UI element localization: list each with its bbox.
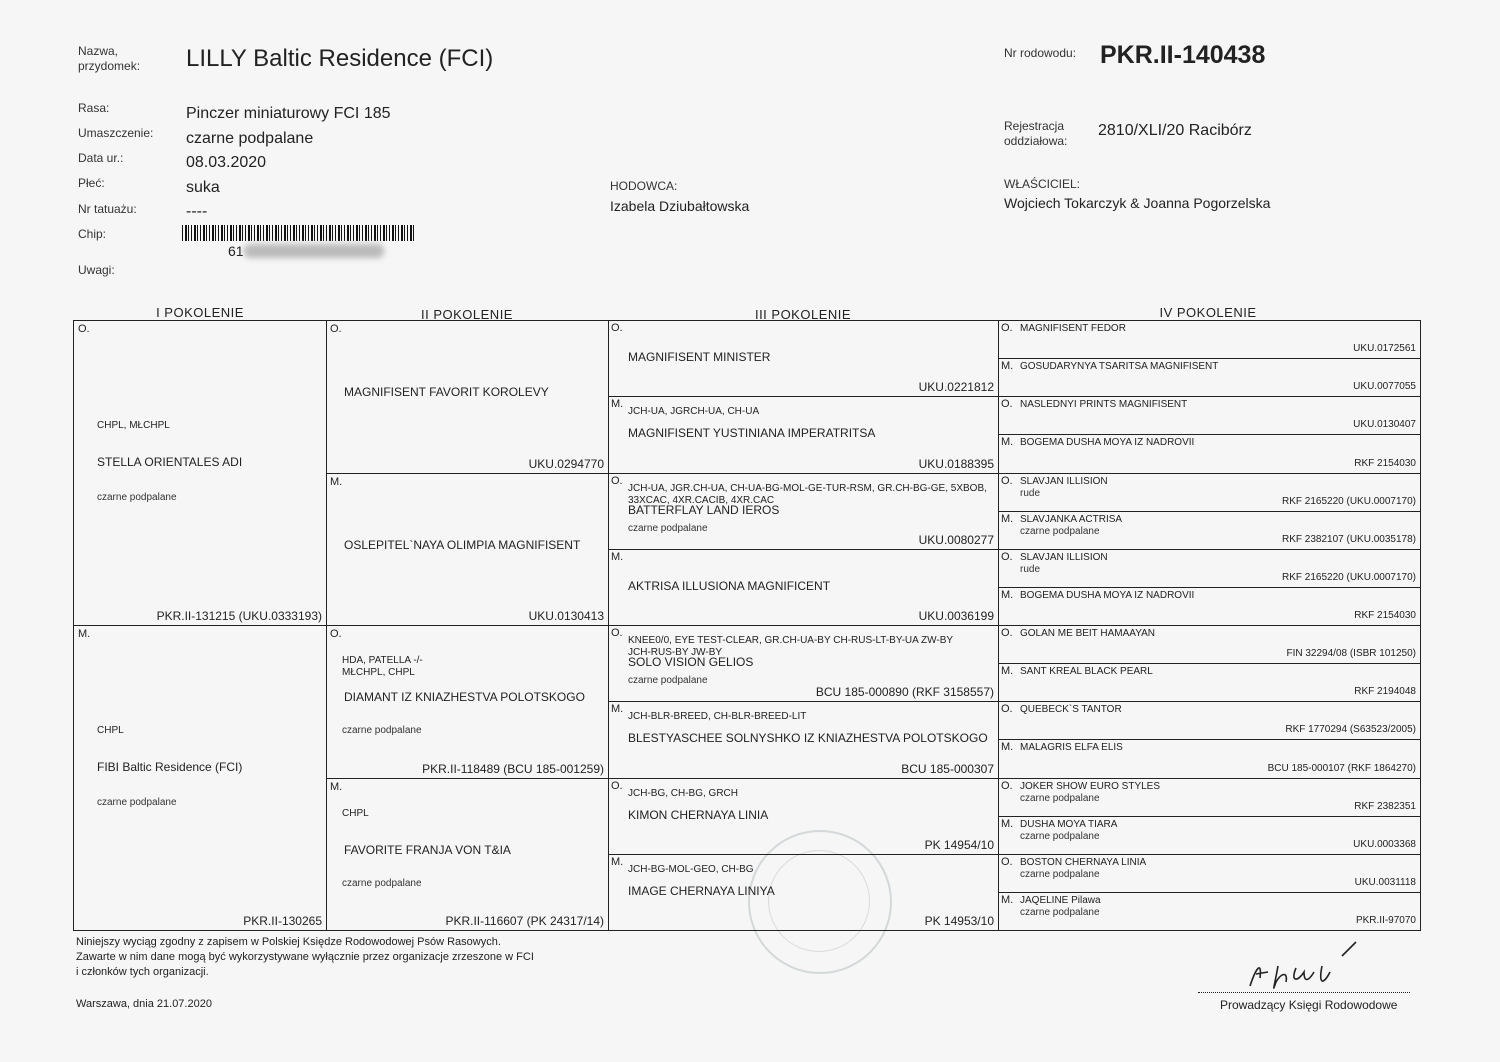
cell-titles: HDA, PATELLA -/- MŁCHPL, CHPL <box>342 655 423 678</box>
cell-reg: UKU.0031118 <box>1354 876 1416 888</box>
cell-name: JAQELINE Pilawa <box>1020 894 1101 906</box>
cell-reg: PKR.II-116607 (PK 24317/14) <box>445 914 604 928</box>
cell-titles: CHPL <box>342 807 369 819</box>
cell-tag: O. <box>1001 550 1013 563</box>
cell-tag: M. <box>611 550 624 563</box>
cell-color: czarne podpalane <box>1020 792 1100 804</box>
tatuaz-value: ---- <box>186 203 208 220</box>
cell-name: STELLA ORIENTALES ADI <box>97 455 243 469</box>
plec-value: suka <box>186 179 220 196</box>
cell-reg: UKU.0080277 <box>918 532 994 547</box>
cell-tag: O. <box>611 627 623 639</box>
cell-color: rude <box>1020 487 1041 499</box>
cell-tag: M. <box>1001 436 1014 449</box>
cell-name: IMAGE CHERNAYA LINIYA <box>628 883 775 898</box>
cell-name: BATTERFLAY LAND IEROS <box>628 502 780 517</box>
data-label: Data ur.: <box>78 151 124 165</box>
cell-tag: M. <box>78 628 91 640</box>
chip-label: Chip: <box>78 227 107 241</box>
cell-color: czarne podpalane <box>97 492 177 503</box>
plec-label: Płeć: <box>78 176 105 190</box>
cell-tag: O. <box>1001 855 1013 868</box>
cell-name: SLAVJAN ILLISION <box>1020 551 1108 563</box>
cell-tag: O. <box>611 474 623 487</box>
cell-titles: JCH-BLR-BREED, CH-BLR-BREED-LIT <box>628 711 807 723</box>
dog-name: LILLY Baltic Residence (FCI) <box>186 45 494 72</box>
cell-titles: JCH-UA, JGR.CH-UA, CH-UA-BG-MOL-GE-TUR-RSM, GR.CH-BG-GE, 5XBOB, 33XCAC, 4XR.CACIB, 4XR.CAC <box>628 482 987 506</box>
wlasciciel-value: Wojciech Tokarczyk & Joanna Pogorzelska <box>1004 195 1271 211</box>
cell-name: BLESTYASCHEE SOLNYSHKO IZ KNIAZHESTVA POLOTSKOGO <box>628 731 988 746</box>
signature-mark <box>1238 938 1368 998</box>
cell-tag: O. <box>330 628 342 640</box>
cell-reg: RKF 1770294 (S63523/2005) <box>1285 724 1416 736</box>
cell-color: rude <box>1020 563 1041 575</box>
cell-tag: M. <box>1001 360 1014 373</box>
cell-name: SANT KREAL BLACK PEARL <box>1020 666 1153 678</box>
footer-note <box>76 935 534 980</box>
cell-name: SLAVJAN ILLISION <box>1020 475 1108 487</box>
cell-name: MAGNIFISENT FEDOR <box>1020 323 1126 334</box>
cell-tag: M. <box>330 475 343 488</box>
cell-tag: O. <box>1001 322 1013 334</box>
cell-tag: O. <box>1001 398 1013 411</box>
cell-color: czarne podpalane <box>342 725 422 736</box>
signature-line <box>1198 992 1410 993</box>
cell-reg: UKU.0077055 <box>1353 381 1416 393</box>
gen-header-1: I POKOLENIE <box>156 305 244 320</box>
cell-name: MALAGRIS ELFA ELIS <box>1020 742 1123 754</box>
wlasciciel-label: WŁAŚCICIEL: <box>1004 177 1081 191</box>
cell-tag: M. <box>611 855 624 868</box>
cell-titles: CHPL <box>97 725 124 736</box>
cell-name: SLAVJANKA ACTRISA <box>1020 513 1123 525</box>
cell-reg: BCU 185-000107 (RKF 1864270) <box>1267 762 1416 774</box>
cell-name: BOSTON CHERNAYA LINIA <box>1020 856 1147 868</box>
cell-reg: FIN 32294/08 (ISBR 101250) <box>1286 648 1416 660</box>
rejestracja-value: 2810/XLI/20 Racibórz <box>1098 122 1252 139</box>
gen-header-2: II POKOLENIE <box>421 307 513 322</box>
cell-name: OSLEPITEL`NAYA OLIMPIA MAGNIFISENT <box>344 537 581 552</box>
cell-titles: KNEE0/0, EYE TEST-CLEAR, GR.CH-UA-BY CH-RUS-LT-BY-UA ZW-BY JCH-RUS-BY JW-BY <box>628 635 954 658</box>
cell-name: MAGNIFISENT YUSTINIANA IMPERATRITSA <box>628 426 876 441</box>
cell-reg: RKF 2382107 (UKU.0035178) <box>1282 533 1416 545</box>
cell-name: GOLAN ME BEIT HAMAAYAN <box>1020 628 1156 639</box>
cell-tag: M. <box>611 703 624 716</box>
cell-reg: RKF 2165220 (UKU.0007170) <box>1282 495 1416 507</box>
cell-titles: JCH-BG-MOL-GEO, CH-BG <box>628 863 754 875</box>
cell-name: AKTRISA ILLUSIONA MAGNIFICENT <box>628 578 831 593</box>
gen-header-4: IV POKOLENIE <box>1159 305 1257 320</box>
cell-titles: CHPL, MŁCHPL <box>97 420 170 431</box>
cell-name: NASLEDNYI PRINTS MAGNIFISENT <box>1020 399 1188 411</box>
footer-line-1: Niniejszy wyciąg zgodny z zapisem w Polskiej Księdze Rodowodowej Psów Rasowych. <box>76 936 501 948</box>
cell-reg: RKF 2154030 <box>1354 610 1416 621</box>
cell-color: czarne podpalane <box>97 797 177 808</box>
cell-reg: PK 14953/10 <box>924 914 994 928</box>
rasa-label: Rasa: <box>78 101 110 115</box>
cell-tag: O. <box>611 322 623 334</box>
cell-tag: M. <box>1001 893 1014 906</box>
cell-reg: RKF 2382351 <box>1354 800 1416 812</box>
cell-reg: UKU.0221812 <box>918 380 994 395</box>
rejestracja-label: Rejestracja oddziałowa: <box>1004 119 1068 148</box>
cell-name: JOKER SHOW EURO STYLES <box>1020 780 1161 792</box>
cell-reg: UKU.0130407 <box>1353 419 1416 431</box>
cell-tag: M. <box>1001 741 1014 754</box>
pedigree-cell-0-1 <box>73 625 327 931</box>
cell-reg: PKR.II-118489 (BCU 185-001259) <box>422 761 604 776</box>
cell-color: czarne podpalane <box>1020 830 1100 842</box>
hodowca-value: Izabela Dziubałtowska <box>610 198 750 214</box>
umaszczenie-value: czarne podpalane <box>186 130 314 147</box>
cell-tag: M. <box>1001 588 1014 601</box>
name-label: Nazwa, przydomek: <box>78 44 141 73</box>
footer-line-3: i członków tych organizacji. <box>76 966 209 978</box>
cell-tag: O. <box>1001 474 1013 487</box>
cell-tag: O. <box>78 323 90 335</box>
signer-title: Prowadzący Księgi Rodowodowe <box>1220 998 1398 1012</box>
cell-reg: UKU.0188395 <box>918 456 994 471</box>
footer-line-2: Zawarte w nim dane mogą być wykorzystywane wyłącznie przez organizacje zrzeszone w FCI <box>76 951 534 963</box>
cell-reg: PKR.II-97070 <box>1355 915 1416 926</box>
pedigree-number: PKR.II-140438 <box>1100 41 1266 69</box>
cell-reg: UKU.0294770 <box>528 456 604 471</box>
cell-tag: M. <box>1001 665 1014 678</box>
place-date: Warszawa, dnia 21.07.2020 <box>76 998 212 1010</box>
cell-name: DUSHA MOYA TIARA <box>1020 818 1118 830</box>
cell-reg: BCU 185-000307 <box>901 761 994 776</box>
cell-color: czarne podpalane <box>628 675 708 686</box>
cell-reg: PKR.II-131215 (UKU.0333193) <box>156 609 322 623</box>
cell-reg: UKU.0130413 <box>528 609 604 623</box>
cell-titles: JCH-BG, CH-BG, GRCH <box>628 787 738 799</box>
cell-tag: M. <box>1001 512 1014 525</box>
cell-reg: UKU.0003368 <box>1353 838 1416 850</box>
cell-name: BOGEMA DUSHA MOYA IZ NADROVII <box>1020 589 1195 601</box>
cell-name: DIAMANT IZ KNIAZHESTVA POLOTSKOGO <box>344 690 585 704</box>
cell-reg: RKF 2194048 <box>1354 686 1416 698</box>
uwagi-label: Uwagi: <box>78 263 115 277</box>
tatuaz-label: Nr tatuażu: <box>78 202 137 216</box>
cell-reg: RKF 2165220 (UKU.0007170) <box>1282 571 1416 583</box>
cell-name: MAGNIFISENT MINISTER <box>628 350 771 364</box>
cell-name: FIBI Baltic Residence (FCI) <box>97 760 243 774</box>
cell-reg: PK 14954/10 <box>924 837 994 852</box>
data-value: 08.03.2020 <box>186 154 267 171</box>
cell-tag: O. <box>1001 627 1013 639</box>
cell-tag: O. <box>611 779 623 792</box>
cell-tag: M. <box>330 780 343 793</box>
umaszczenie-label: Umaszczenie: <box>78 126 154 140</box>
cell-tag: M. <box>611 398 624 411</box>
cell-tag: M. <box>1001 817 1014 830</box>
cell-reg: PKR.II-130265 <box>243 914 322 928</box>
nr-label: Nr rodowodu: <box>1004 46 1077 60</box>
cell-reg: UKU.0036199 <box>918 609 994 623</box>
cell-reg: BCU 185-000890 (RKF 3158557) <box>815 685 994 700</box>
chip-redaction <box>244 244 384 258</box>
pedigree-cell-0-0 <box>73 320 327 626</box>
chip-prefix: 61 <box>228 243 244 259</box>
cell-tag: O. <box>1001 779 1013 792</box>
cell-name: GOSUDARYNYA TSARITSA MAGNIFISENT <box>1020 361 1219 373</box>
cell-name: KIMON CHERNAYA LINIA <box>628 807 769 822</box>
cell-tag: O. <box>1001 703 1013 716</box>
cell-titles: JCH-UA, JGRCH-UA, CH-UA <box>628 406 760 418</box>
cell-reg: RKF 2154030 <box>1354 457 1416 469</box>
cell-color: czarne podpalane <box>1020 868 1100 880</box>
cell-name: BOGEMA DUSHA MOYA IZ NADROVII <box>1020 437 1195 449</box>
gen-header-3: III POKOLENIE <box>754 307 852 322</box>
cell-name: FAVORITE FRANJA VON T&IA <box>344 842 511 857</box>
cell-tag: O. <box>330 323 342 335</box>
cell-color: czarne podpalane <box>1020 525 1100 537</box>
rasa-value: Pinczer miniaturowy FCI 185 <box>186 105 391 122</box>
cell-color: czarne podpalane <box>628 522 708 534</box>
cell-name: QUEBECK`S TANTOR <box>1020 704 1122 716</box>
cell-color: czarne podpalane <box>1020 906 1100 918</box>
cell-color: czarne podpalane <box>342 877 422 889</box>
cell-name: MAGNIFISENT FAVORIT KOROLEVY <box>344 385 549 399</box>
cell-reg: UKU.0172561 <box>1353 343 1416 355</box>
chip-barcode <box>182 225 414 241</box>
hodowca-label: HODOWCA: <box>610 179 678 193</box>
cell-name: SOLO VISION GELIOS <box>628 655 754 669</box>
